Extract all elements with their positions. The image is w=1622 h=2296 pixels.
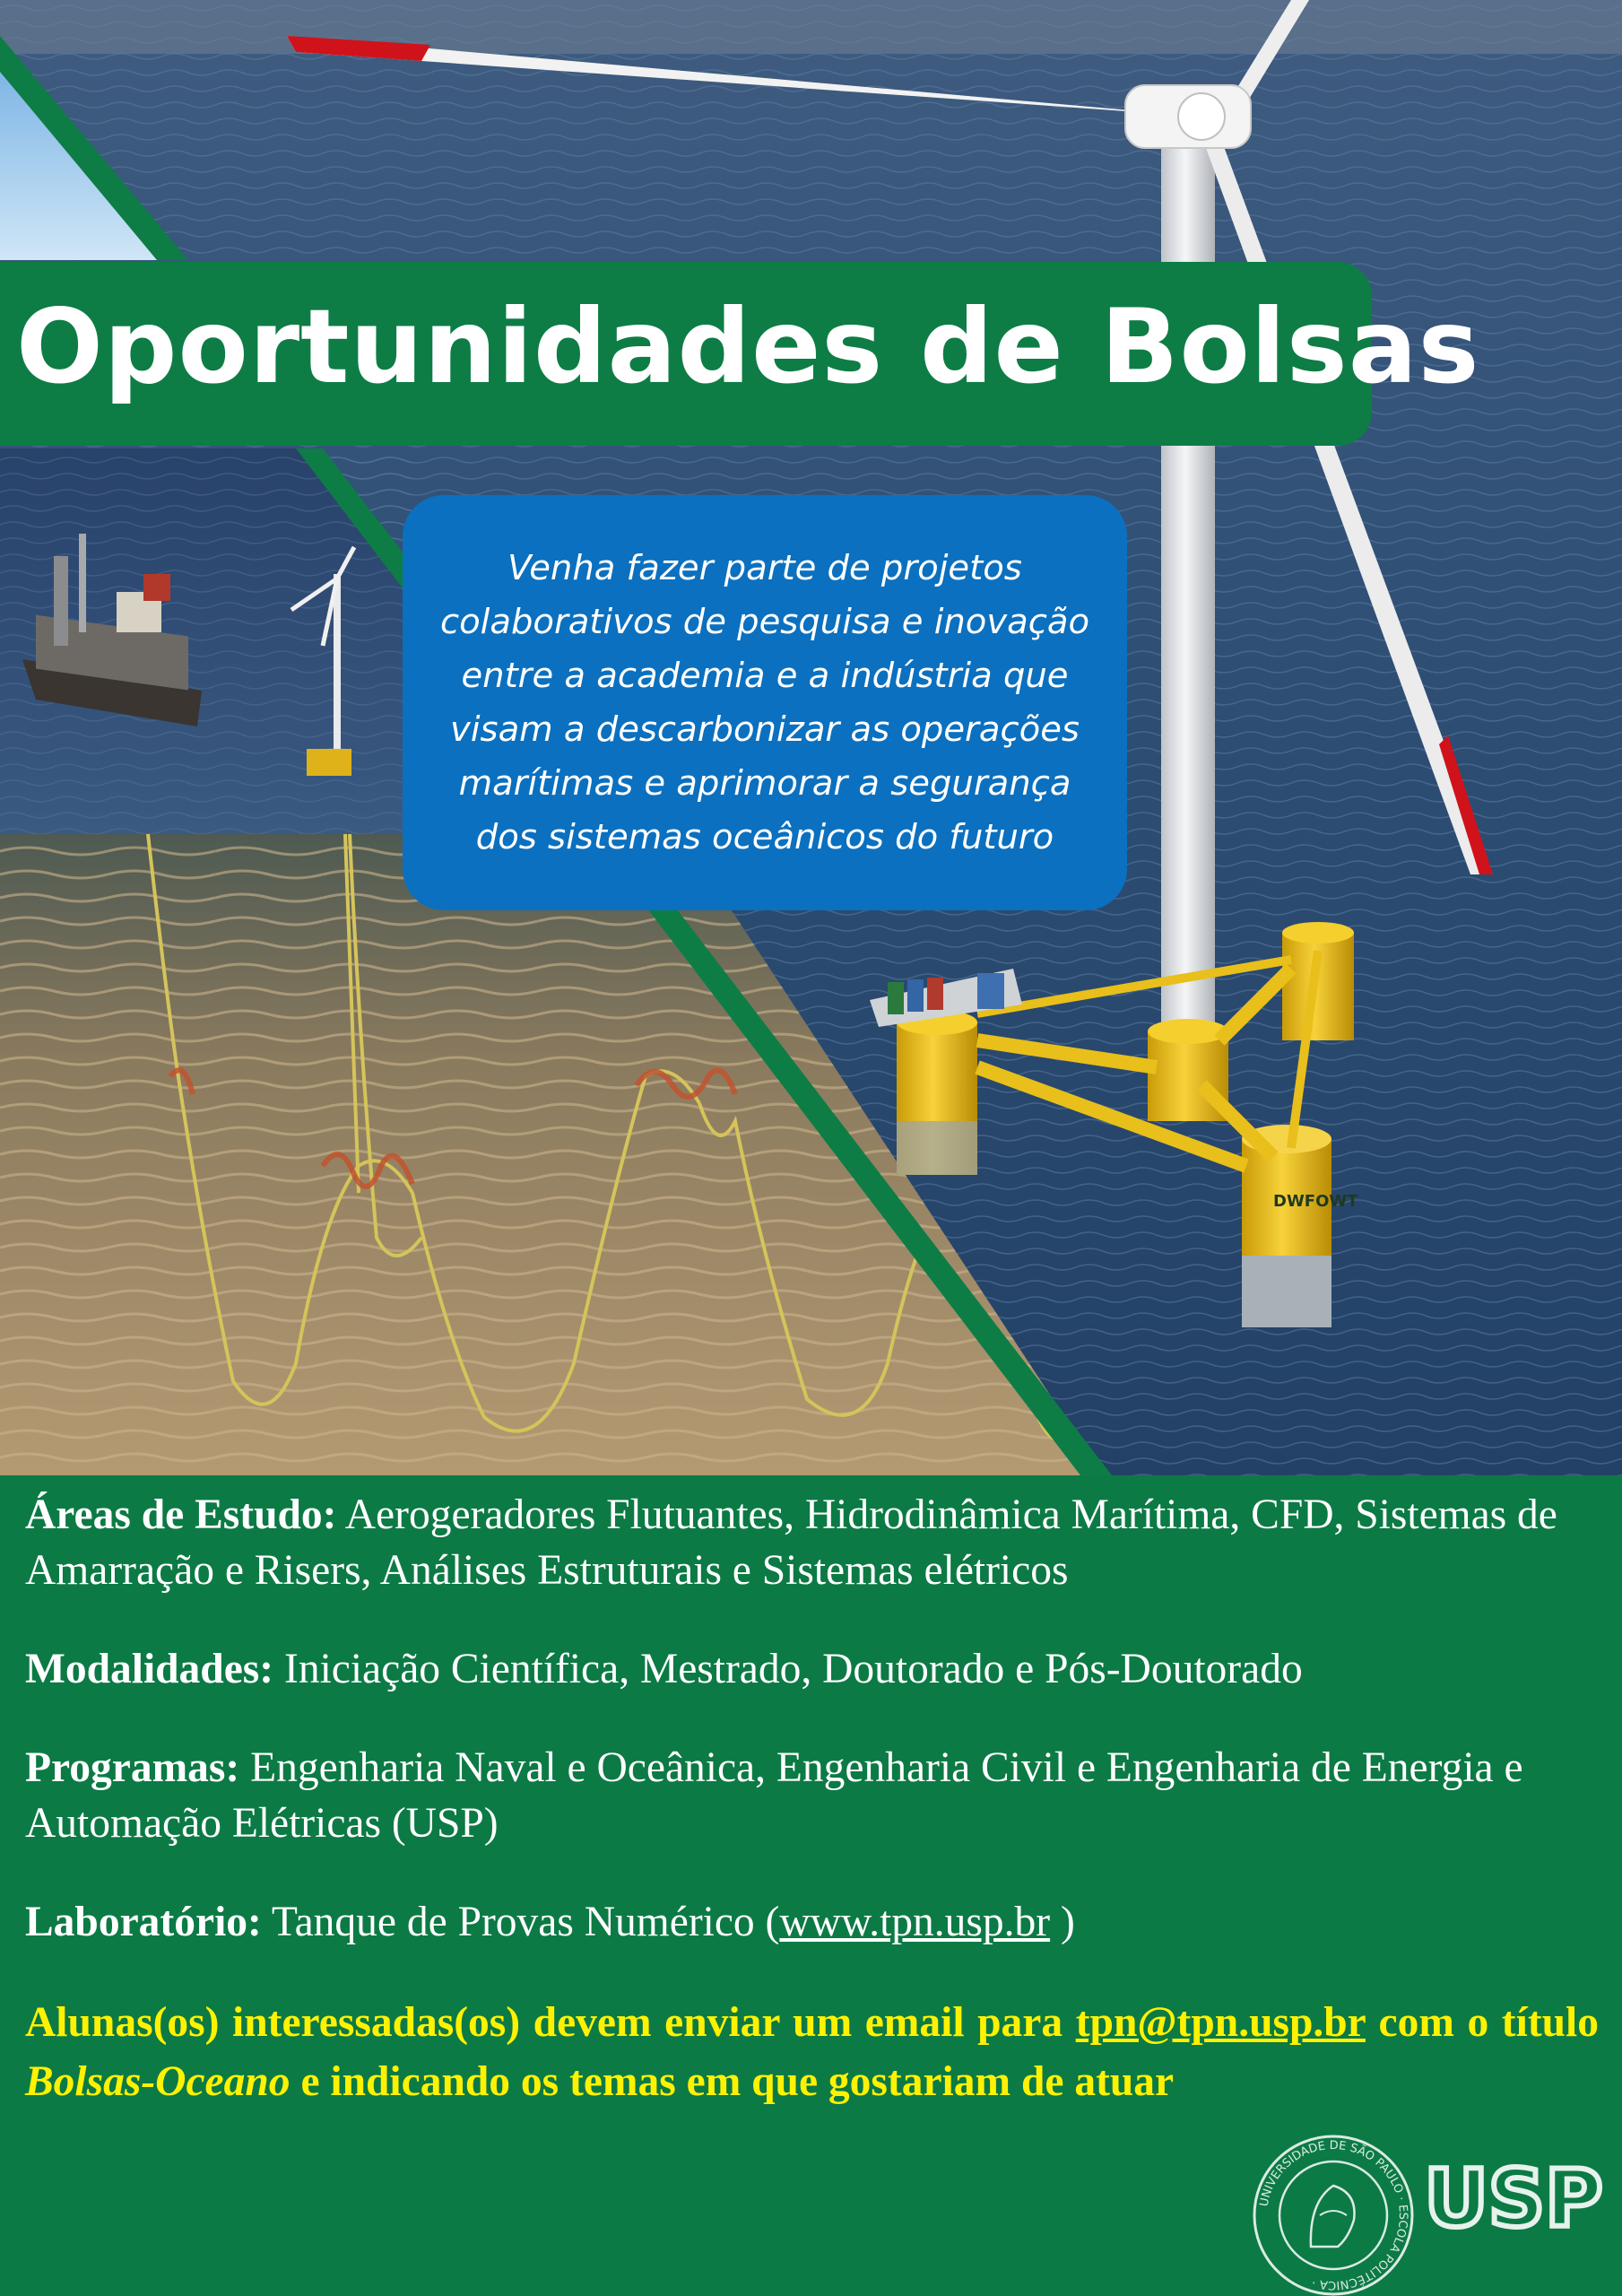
modalidades-text: Iniciação Científica, Mestrado, Doutorado e Pós-Doutorado	[273, 1646, 1303, 1692]
lab-website-link[interactable]: www.tpn.usp.br	[779, 1899, 1051, 1945]
usp-logo	[1424, 2152, 1603, 2242]
laboratorio-text: Tanque de Provas Numérico (	[261, 1899, 780, 1945]
intro-box	[403, 495, 1127, 910]
laboratorio-paragraph	[25, 1894, 1599, 1950]
cta-text-2: com o título	[1365, 1999, 1600, 2046]
cta-text-1: Alunas(os) interessadas(os) devem enviar um email para	[25, 1999, 1076, 2046]
platform-marking: DWFOWT	[1273, 1192, 1358, 1211]
cta-subject: Bolsas-Oceano	[25, 2058, 291, 2105]
contact-email-link[interactable]: tpn@tpn.usp.br	[1075, 1999, 1366, 2046]
page-title: Oportunidades de Bolsas	[16, 287, 1480, 406]
programas-paragraph	[25, 1740, 1599, 1851]
modalidades-label: Modalidades:	[25, 1646, 274, 1692]
laboratorio-label: Laboratório:	[25, 1899, 262, 1945]
laboratorio-text-after: )	[1050, 1899, 1075, 1945]
intro-text: Venha fazer parte de projetos colaborativos de pesquisa e inovação entre a academia e a indústria que visam a descarbonizar as operações marítimas e aprimorar a segurança dos sistemas oceânicos do futuro	[439, 547, 1090, 857]
svg-text:UNIVERSIDADE DE SÃO PAULO · ES: UNIVERSIDADE DE SÃO PAULO · ESCOLA POLITÉCNICA ·	[1257, 2138, 1410, 2292]
poli-usp-seal-logo	[1248, 2130, 1418, 2296]
programas-label: Programas:	[25, 1744, 240, 1791]
areas-label: Áreas de Estudo:	[25, 1492, 337, 1538]
info-section	[25, 1487, 1599, 2111]
areas-text: Aerogeradores Flutuantes, Hidrodinâmica Marítima, CFD, Sistemas de Amarração e Risers, Análises Estruturais e Sistemas elétricos	[25, 1492, 1557, 1594]
programas-text: Engenharia Naval e Oceânica, Engenharia Civil e Engenharia de Energia e Automação Elétricas (USP)	[25, 1744, 1523, 1847]
svg-text:USP: USP	[1424, 2152, 1603, 2242]
modalidades-paragraph	[25, 1641, 1599, 1697]
cta-text-3: e indicando os temas em que gostariam de atuar	[290, 2058, 1175, 2105]
call-to-action	[25, 1993, 1599, 2111]
areas-paragraph	[25, 1487, 1599, 1598]
